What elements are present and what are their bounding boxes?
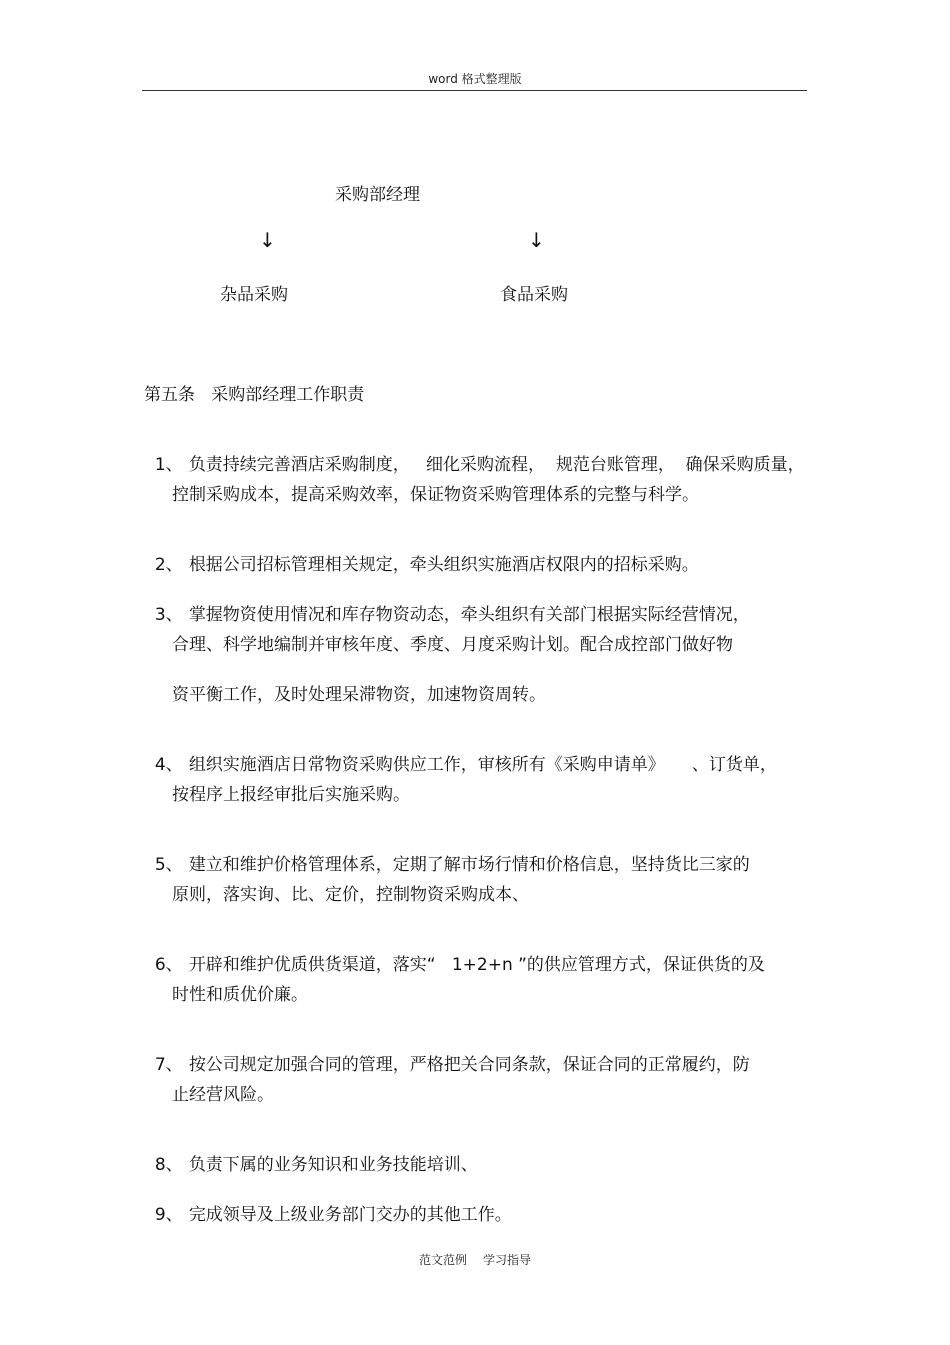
item-continuation: 控制采购成本，提高采购效率，保证物资采购管理体系的完整与科学。 [172,485,699,505]
item-number: 2、 [154,555,183,575]
org-chart-arrow-left: ↓ [259,228,276,252]
list-item [144,830,750,875]
item-number: 9、 [154,1205,183,1225]
list-item [144,530,699,575]
item-continuation: 合理、科学地编制并审核年度、季度、月度采购计划。配合成控部门做好物 [172,635,733,655]
item-number: 7、 [154,1055,183,1075]
org-chart-arrow-right: ↓ [528,228,545,252]
item-number: 5、 [154,855,183,875]
list-item [144,1180,512,1225]
item-text: 组织实施酒店日常物资采购供应工作，审核所有《采购申请单》 、订货单， [188,755,777,775]
list-item [144,930,765,975]
item-text: 根据公司招标管理相关规定，牵头组织实施酒店权限内的招标采购。 [188,555,699,575]
footer-left-text: 范文范例 [418,1253,467,1267]
item-number: 8、 [154,1155,183,1175]
item-text: 按公司规定加强合同的管理，严格把关合同条款，保证合同的正常履约，防 [188,1055,750,1075]
list-item [144,580,750,625]
item-number: 4、 [154,755,183,775]
section-title: 第五条 采购部经理工作职责 [144,385,365,405]
item-continuation: 时性和质优价廉。 [172,985,308,1005]
list-item [144,1130,478,1175]
item-number: 3、 [154,605,183,625]
item-continuation: 止经营风险。 [172,1085,274,1105]
header-divider [142,90,807,91]
item-continuation: 原则，落实询、比、定价，控制物资采购成本、 [172,885,529,905]
item-number: 6、 [154,955,183,975]
footer-right-text: 学习指导 [483,1253,532,1267]
item-text: 建立和维护价格管理体系，定期了解市场行情和价格信息，坚持货比三家的 [188,855,750,875]
item-text: 完成领导及上级业务部门交办的其他工作。 [188,1205,512,1225]
item-text: 负责持续完善酒店采购制度， 细化采购流程， 规范台账管理， 确保采购质量， [188,455,805,475]
org-chart-left-node: 杂品采购 [220,285,288,305]
item-number: 1、 [154,455,183,475]
page-header: word 格式整理版 [428,72,522,86]
page-footer [0,1251,950,1268]
org-chart-right-node: 食品采购 [500,285,568,305]
item-text: 开辟和维护优质供货渠道，落实“ 1+2+n ”的供应管理方式，保证供货的及 [188,955,765,975]
item-continuation: 按程序上报经审批后实施采购。 [172,785,410,805]
org-chart-top-node: 采购部经理 [335,185,420,205]
list-item [144,430,805,475]
item-text: 负责下属的业务知识和业务技能培训、 [188,1155,478,1175]
list-item [144,1030,750,1075]
list-item [144,730,777,775]
item-continuation: 资平衡工作，及时处理呆滞物资，加速物资周转。 [172,685,546,705]
item-text: 掌握物资使用情况和库存物资动态，牵头组织有关部门根据实际经营情况， [188,605,750,625]
